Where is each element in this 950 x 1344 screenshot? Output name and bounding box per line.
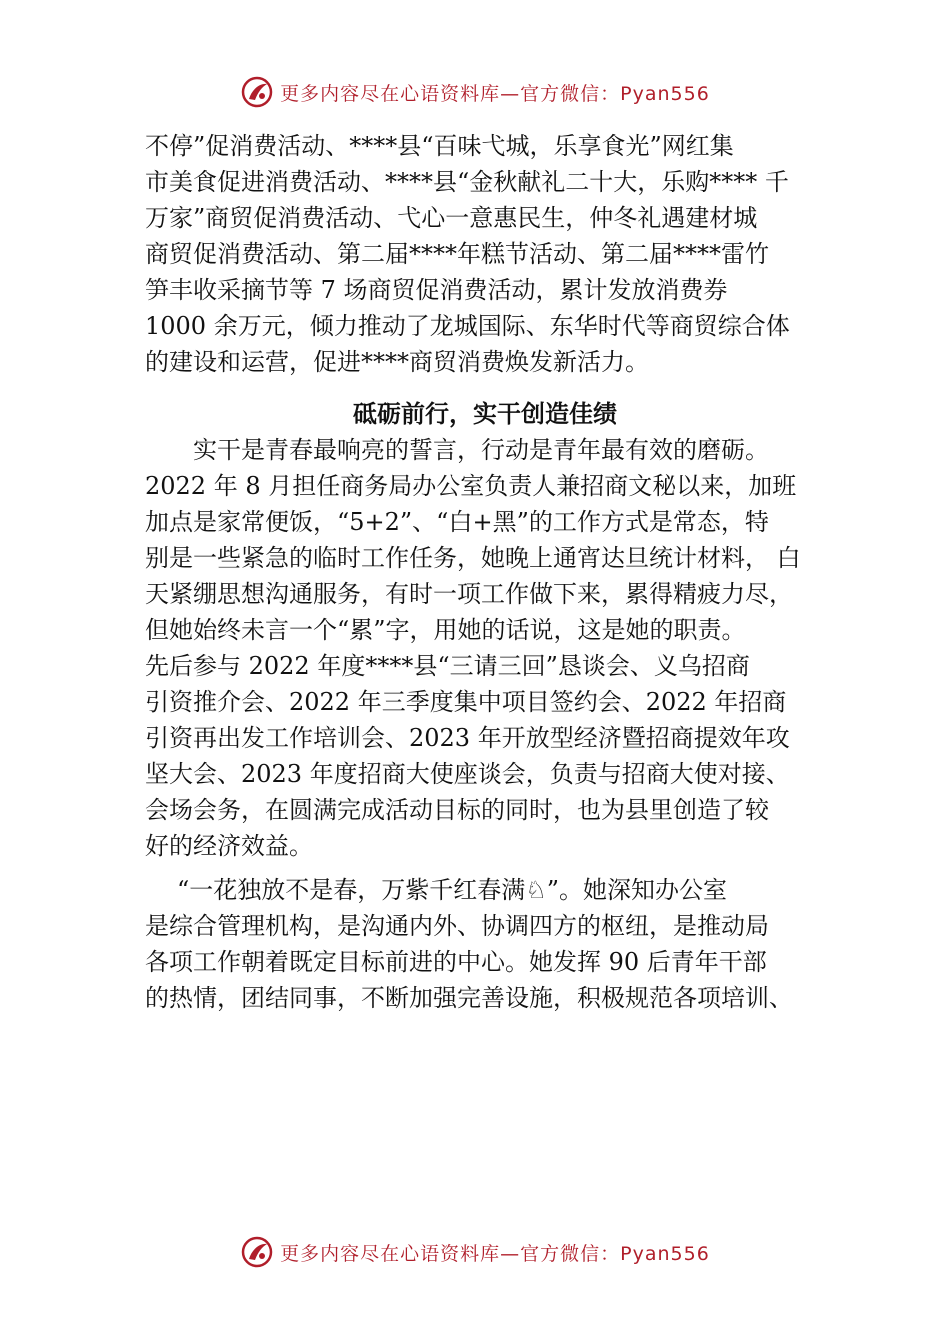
logo-icon <box>240 1235 274 1269</box>
banner-text <box>280 79 710 106</box>
text-line: 是综合管理机构，是沟通内外、协调四方的枢纽，是推动局 <box>145 912 769 940</box>
paragraph-teamwork <box>145 872 825 1016</box>
text-line: 的建设和运营，促进****商贸消费焕发新活力。 <box>145 348 649 376</box>
text-line: 1000 余万元，倾力推动了龙城国际、东华时代等商贸综合体 <box>145 312 790 340</box>
text-line: 坚大会、2023 年度招商大使座谈会，负责与招商大使对接、 <box>145 760 790 788</box>
text-line: 别是一些紧急的临时工作任务，她晚上通宵达旦统计材料， 白 <box>145 544 801 572</box>
text-line: 商贸促消费活动、第二届****年糕节活动、第二届****雷竹 <box>145 240 769 268</box>
paragraph-promotions <box>145 128 825 380</box>
text-line: “一花独放不是春，万紫千红春满♘”。她深知办公室 <box>177 876 728 904</box>
text-line: 万家”商贸促消费活动、弋心一意惠民生，仲冬礼遇建材城 <box>145 204 758 232</box>
text-line: 会场会务，在圆满完成活动目标的同时，也为县里创造了较 <box>145 796 769 824</box>
text-line: 先后参与 2022 年度****县“三请三回”恳谈会、义乌招商 <box>145 652 750 680</box>
document-body <box>145 128 825 1016</box>
text-line: 加点是家常便饭，“5+2”、“白+黑”的工作方式是常态，特 <box>145 508 769 536</box>
text-line: 各项工作朝着既定目标前进的中心。她发挥 90 后青年干部 <box>145 948 767 976</box>
text-line: 2022 年 8 月担任商务局办公室负责人兼招商文秘以来，加班 <box>145 472 797 500</box>
text-line: 好的经济效益。 <box>145 832 313 860</box>
header-banner <box>0 70 950 114</box>
text-line: 实干是青春最响亮的誓言，行动是青年最有效的磨砺。 <box>193 436 769 464</box>
logo-icon <box>240 75 274 109</box>
banner-text <box>280 1239 710 1266</box>
text-line: 的热情，团结同事，不断加强完善设施，积极规范各项培训、 <box>145 984 793 1012</box>
text-line: 引资再出发工作培训会、2023 年开放型经济暨招商提效年攻 <box>145 724 790 752</box>
banner-wechat-id: Pyan556 <box>620 1242 710 1265</box>
paragraph-hard-work <box>145 432 825 864</box>
footer-banner <box>0 1230 950 1274</box>
banner-label: 更多内容尽在心语资料库—官方微信： <box>280 1242 621 1265</box>
text-line: 市美食促进消费活动、****县“金秋献礼二十大，乐购**** 千 <box>145 168 789 196</box>
text-line: 但她始终未言一个“累”字，用她的话说，这是她的职责。 <box>145 616 746 644</box>
text-line: 不停”促消费活动、****县“百味弋城，乐享食光”网红集 <box>145 132 734 160</box>
text-line: 天紧绷思想沟通服务，有时一项工作做下来，累得精疲力尽， <box>145 580 793 608</box>
text-line: 引资推介会、2022 年三季度集中项目签约会、2022 年招商 <box>145 688 787 716</box>
section-heading: 砥砺前行，实干创造佳绩 <box>353 400 617 428</box>
text-line: 笋丰收采摘节等 7 场商贸促消费活动，累计发放消费券 <box>145 276 728 304</box>
paragraph-gap <box>145 864 825 872</box>
banner-wechat-id: Pyan556 <box>620 82 710 105</box>
banner-label: 更多内容尽在心语资料库—官方微信： <box>280 82 621 105</box>
